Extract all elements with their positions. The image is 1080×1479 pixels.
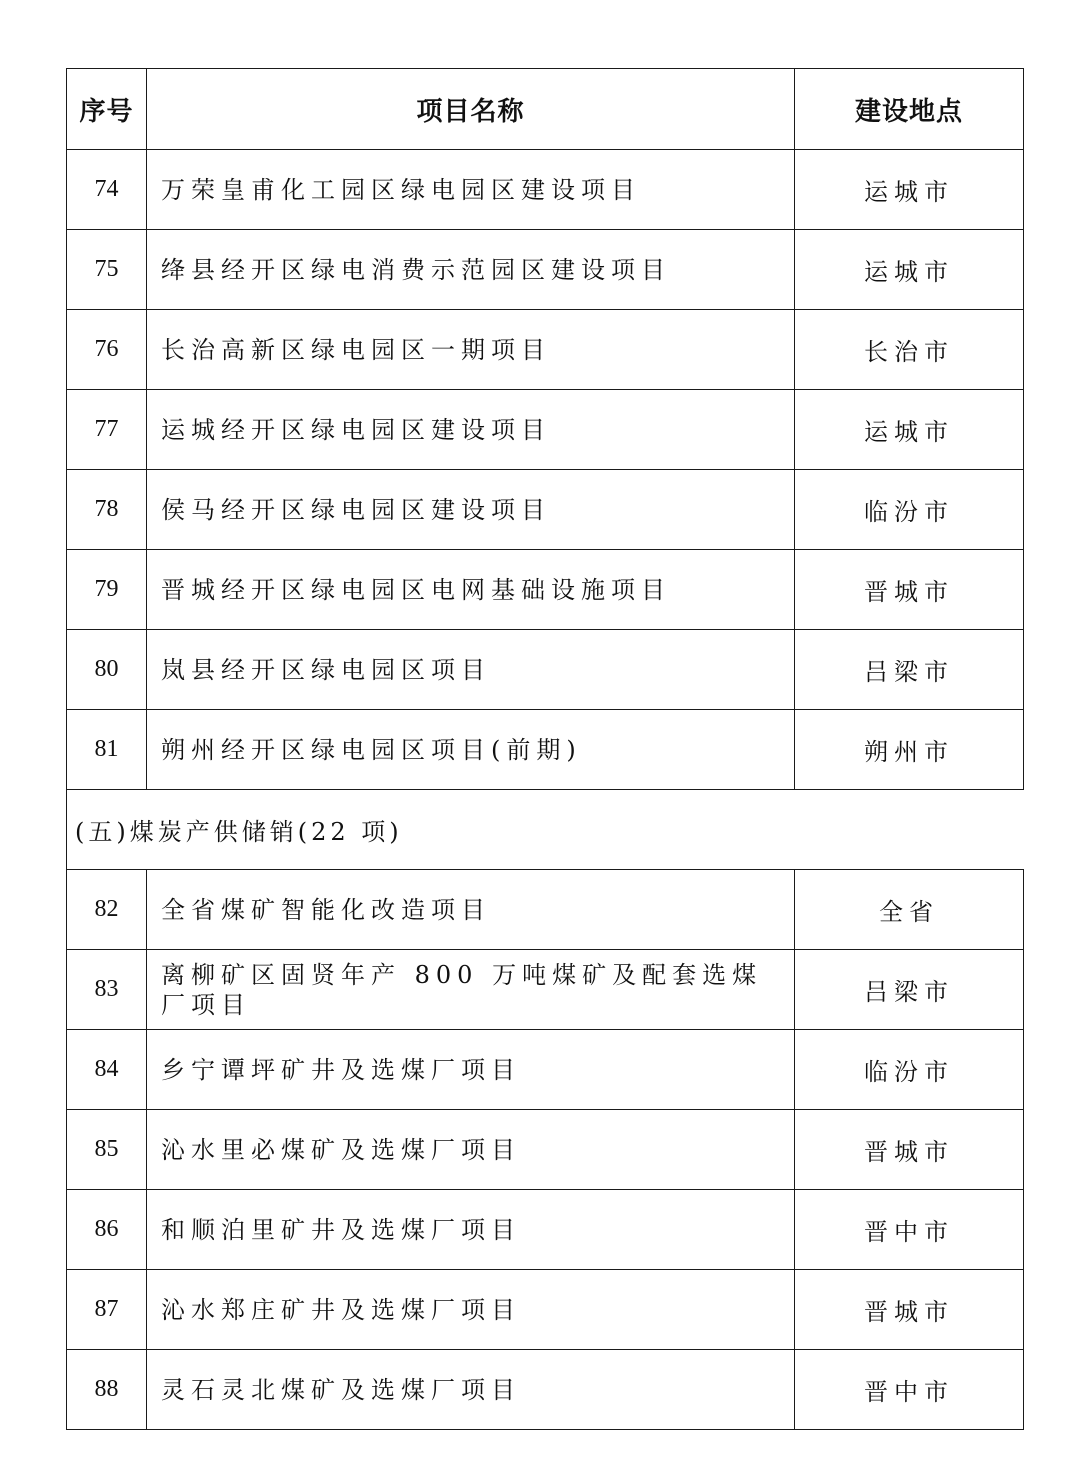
row-name: 离柳矿区固贤年产 800 万吨煤矿及配套选煤厂项目 bbox=[147, 950, 795, 1030]
table-row bbox=[67, 390, 1024, 470]
row-name: 沁水里必煤矿及选煤厂项目 bbox=[147, 1110, 795, 1190]
row-name: 沁水郑庄矿井及选煤厂项目 bbox=[147, 1270, 795, 1350]
row-location: 晋城市 bbox=[795, 1110, 1024, 1190]
row-seq: 87 bbox=[67, 1270, 147, 1350]
row-location: 临汾市 bbox=[795, 1030, 1024, 1110]
header-name: 项目名称 bbox=[147, 69, 795, 150]
row-seq: 82 bbox=[67, 870, 147, 950]
row-seq: 86 bbox=[67, 1190, 147, 1270]
row-location: 运城市 bbox=[795, 390, 1024, 470]
row-location: 长治市 bbox=[795, 310, 1024, 390]
project-table bbox=[66, 68, 1024, 1430]
table-row bbox=[67, 550, 1024, 630]
row-name: 乡宁谭坪矿井及选煤厂项目 bbox=[147, 1030, 795, 1110]
row-name: 侯马经开区绿电园区建设项目 bbox=[147, 470, 795, 550]
row-name: 万荣皇甫化工园区绿电园区建设项目 bbox=[147, 150, 795, 230]
table-row bbox=[67, 230, 1024, 310]
table-row bbox=[67, 1270, 1024, 1350]
row-location: 晋城市 bbox=[795, 1270, 1024, 1350]
row-location: 运城市 bbox=[795, 150, 1024, 230]
row-name: 朔州经开区绿电园区项目(前期) bbox=[147, 710, 795, 790]
table-row bbox=[67, 470, 1024, 550]
row-seq: 81 bbox=[67, 710, 147, 790]
row-seq: 80 bbox=[67, 630, 147, 710]
row-location: 朔州市 bbox=[795, 710, 1024, 790]
row-seq: 74 bbox=[67, 150, 147, 230]
row-location: 吕梁市 bbox=[795, 950, 1024, 1030]
row-name: 晋城经开区绿电园区电网基础设施项目 bbox=[147, 550, 795, 630]
row-name: 灵石灵北煤矿及选煤厂项目 bbox=[147, 1350, 795, 1430]
table-row bbox=[67, 630, 1024, 710]
row-name: 长治高新区绿电园区一期项目 bbox=[147, 310, 795, 390]
row-seq: 88 bbox=[67, 1350, 147, 1430]
row-seq: 75 bbox=[67, 230, 147, 310]
row-location: 吕梁市 bbox=[795, 630, 1024, 710]
row-seq: 85 bbox=[67, 1110, 147, 1190]
row-seq: 76 bbox=[67, 310, 147, 390]
row-name: 运城经开区绿电园区建设项目 bbox=[147, 390, 795, 470]
row-location: 晋中市 bbox=[795, 1190, 1024, 1270]
table-header-row bbox=[67, 69, 1024, 150]
row-location: 运城市 bbox=[795, 230, 1024, 310]
table-row bbox=[67, 870, 1024, 950]
row-seq: 79 bbox=[67, 550, 147, 630]
document-page bbox=[66, 68, 1023, 1430]
table-row bbox=[67, 310, 1024, 390]
header-seq: 序号 bbox=[67, 69, 147, 150]
table-row bbox=[67, 950, 1024, 1030]
table-row bbox=[67, 710, 1024, 790]
row-name: 绛县经开区绿电消费示范园区建设项目 bbox=[147, 230, 795, 310]
row-location: 晋中市 bbox=[795, 1350, 1024, 1430]
row-name: 岚县经开区绿电园区项目 bbox=[147, 630, 795, 710]
row-seq: 84 bbox=[67, 1030, 147, 1110]
row-location: 晋城市 bbox=[795, 550, 1024, 630]
section-title: (五)煤炭产供储销(22 项) bbox=[67, 790, 1024, 870]
row-name: 和顺泊里矿井及选煤厂项目 bbox=[147, 1190, 795, 1270]
header-location: 建设地点 bbox=[795, 69, 1024, 150]
row-seq: 77 bbox=[67, 390, 147, 470]
row-location: 临汾市 bbox=[795, 470, 1024, 550]
row-location: 全省 bbox=[795, 870, 1024, 950]
row-name: 全省煤矿智能化改造项目 bbox=[147, 870, 795, 950]
table-row bbox=[67, 1110, 1024, 1190]
table-row bbox=[67, 1030, 1024, 1110]
row-seq: 78 bbox=[67, 470, 147, 550]
section-header-row bbox=[67, 790, 1024, 870]
row-seq: 83 bbox=[67, 950, 147, 1030]
table-row bbox=[67, 1350, 1024, 1430]
table-row bbox=[67, 150, 1024, 230]
table-row bbox=[67, 1190, 1024, 1270]
